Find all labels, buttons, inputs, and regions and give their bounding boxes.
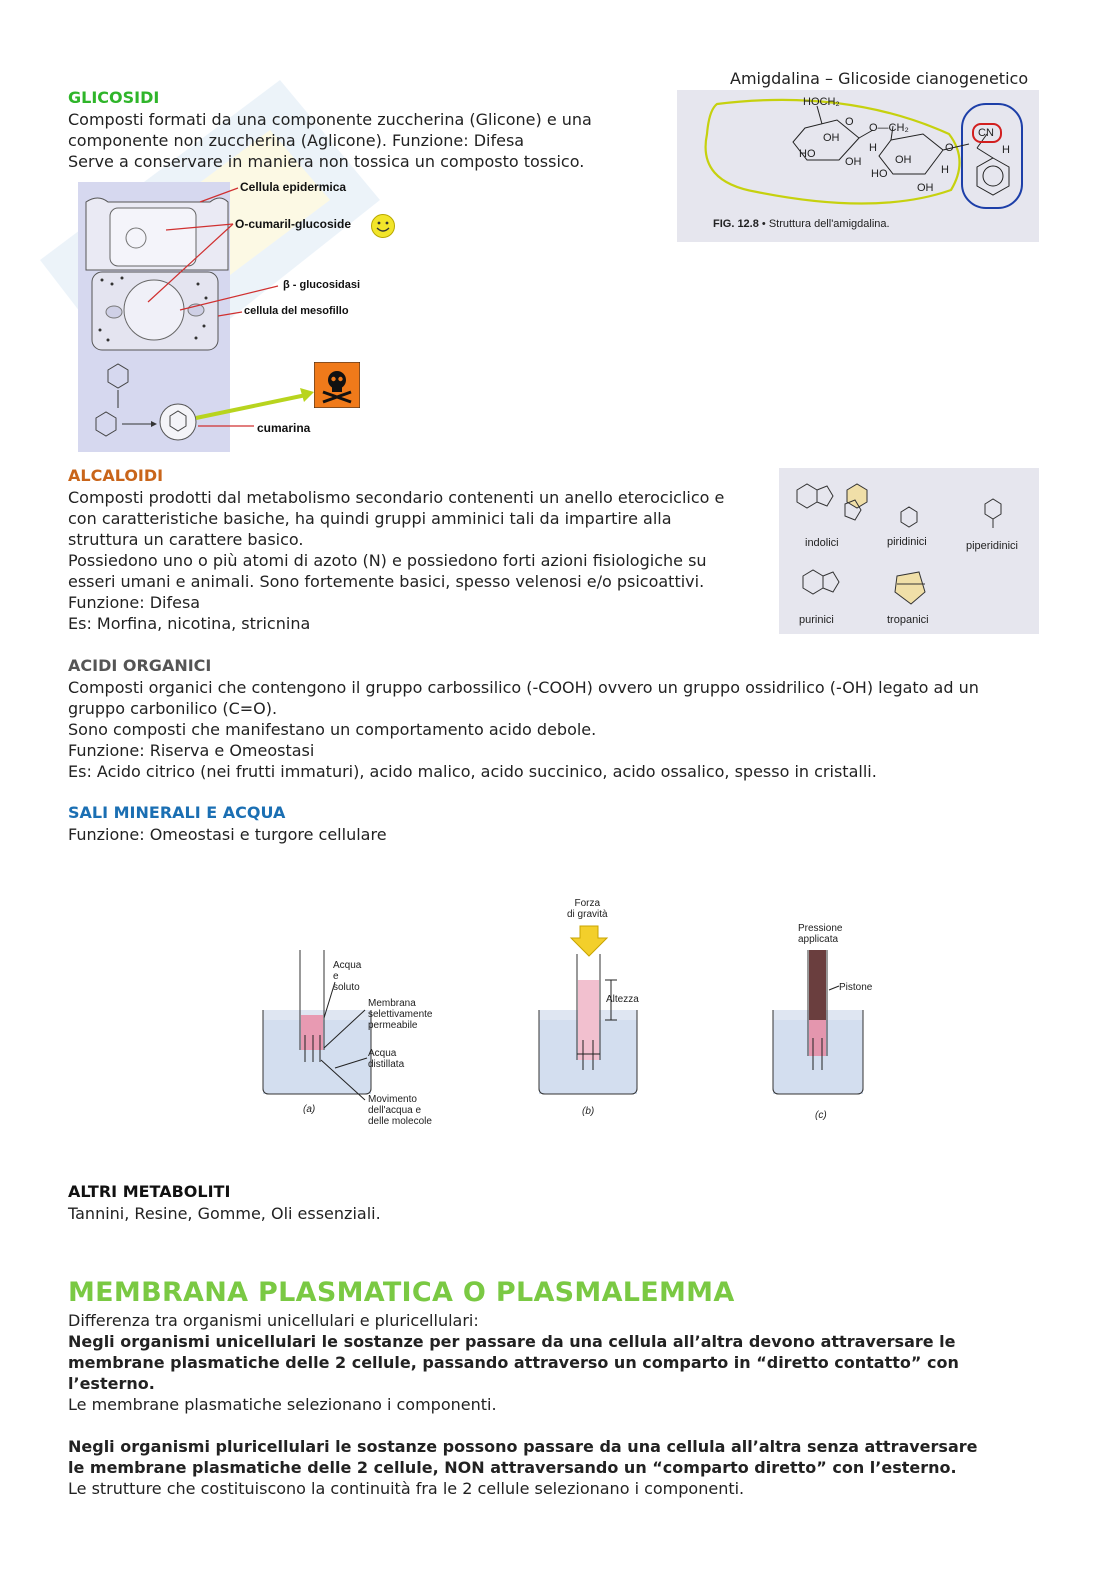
acidi-line: Sono composti che manifestano un comportamento acido debole.	[68, 720, 597, 739]
label-forza-gravita	[567, 898, 608, 920]
atom-oh: OH	[845, 156, 862, 168]
osmosis-diagram	[225, 890, 895, 1140]
label-movimento	[368, 1094, 432, 1127]
glicosidi-line: Composti formati da una componente zuccherina (Glicone) e una	[68, 110, 592, 129]
acidi-line: Es: Acido citrico (nei frutti immaturi), acido malico, acido succinico, acido ossalico, spesso in cristalli.	[68, 762, 877, 781]
glicosidi-line: componente non zuccherina (Aglicone). Funzione: Difesa	[68, 131, 525, 150]
alcaloidi-line: esseri umani e animali. Sono fortemente basici, spesso velenosi e/o psicoattivi.	[68, 572, 705, 591]
label-line: e	[333, 971, 339, 982]
label-membrana	[368, 998, 432, 1031]
alcaloidi-line: Composti prodotti dal metabolismo secondario contenenti un anello eterociclico e	[68, 488, 725, 507]
label-acqua-soluto	[333, 960, 361, 993]
atom-h: H	[941, 164, 949, 176]
spacer	[68, 1415, 1048, 1436]
label-line: Pressione	[798, 923, 843, 934]
amigdalina-figure	[677, 90, 1039, 242]
acidi-line: Funzione: Riserva e Omeostasi	[68, 741, 315, 760]
label-line: Membrana	[368, 998, 416, 1009]
pluri-bold-line: le membrane plasmatiche delle 2 cellule, NON attraversando un “comparto diretto” con l’esterno.	[68, 1458, 957, 1477]
label-a: (a)	[303, 1104, 316, 1115]
label-line: delle molecole	[368, 1116, 432, 1127]
atom-hoch2: HOCH₂	[803, 96, 840, 108]
atom-ho: HO	[799, 148, 816, 160]
label-acqua-distillata	[368, 1048, 404, 1070]
sali-title: SALI MINERALI E ACQUA	[68, 803, 286, 822]
label-cellula-mesofillo: cellula del mesofillo	[244, 305, 349, 317]
acidi-line: Composti organici che contengono il gruppo carbossilico (-COOH) ovvero un gruppo ossidrilico (-OH) legato ad un	[68, 678, 979, 697]
alcaloidi-figure	[779, 468, 1039, 634]
atom-ho: HO	[871, 168, 888, 180]
altri-title: ALTRI METABOLITI	[68, 1182, 231, 1201]
label-line: Acqua	[368, 1048, 397, 1059]
label-line: applicata	[798, 934, 839, 945]
fig-caption: • Struttura dell'amigdalina.	[761, 218, 890, 230]
sali-line: Funzione: Omeostasi e turgore cellulare	[68, 825, 387, 844]
atom-cn: CN	[978, 127, 994, 139]
label-line: Movimento	[368, 1094, 417, 1105]
atom-h: H	[869, 142, 877, 154]
alcaloidi-line: Funzione: Difesa	[68, 593, 201, 612]
fig-label: FIG. 12.8	[713, 218, 759, 230]
pluri-text: Le strutture che costituiscono la continuità fra le 2 cellule selezionano i componenti.	[68, 1479, 745, 1498]
acidi-line: gruppo carbonilico (C=O).	[68, 699, 278, 718]
label-indolici: indolici	[805, 537, 839, 549]
alcaloidi-line: Es: Morfina, nicotina, stricnina	[68, 614, 311, 633]
atom-o-ch2: O—CH₂	[869, 122, 909, 134]
label-piperidinici: piperidinici	[966, 540, 1018, 552]
acidi-text	[68, 677, 979, 782]
alcaloidi-text	[68, 487, 724, 634]
label-purinici: purinici	[799, 614, 834, 626]
label-line: distillata	[368, 1059, 405, 1070]
glicosidi-figure	[78, 180, 368, 452]
fig-caption-row	[713, 218, 890, 230]
uni-bold-line: l’esterno.	[68, 1374, 155, 1393]
smiley-icon	[370, 213, 396, 239]
label-piridinici: piridinici	[887, 536, 927, 548]
atom-h: H	[1002, 144, 1010, 156]
glicosidi-line: Serve a conservare in maniera non tossica un composto tossico.	[68, 152, 585, 171]
label-line: selettivamente	[368, 1009, 433, 1020]
label-pressione	[798, 923, 842, 945]
label-b: (b)	[582, 1106, 595, 1117]
uni-bold-line: Negli organismi unicellulari le sostanze per passare da una cellula all’altra devono attraversare le	[68, 1332, 956, 1351]
pluri-bold-line: Negli organismi pluricellulari le sostanze possono passare da una cellula all’altra senza attraversare	[68, 1437, 978, 1456]
acidi-title: ACIDI ORGANICI	[68, 656, 212, 675]
label-tropanici: tropanici	[887, 614, 929, 626]
label-line: dell'acqua e	[368, 1105, 422, 1116]
glicosidi-text	[68, 109, 592, 172]
toxic-skull-icon	[314, 362, 360, 408]
label-line: di gravità	[567, 909, 608, 920]
uni-bold-line: membrane plasmatiche delle 2 cellule, passando attraverso un comparto in “diretto contatto” con	[68, 1353, 959, 1372]
label-cellula-epidermica: Cellula epidermica	[240, 180, 347, 194]
label-line: Forza	[574, 898, 601, 909]
label-line: Acqua	[333, 960, 362, 971]
atom-oh: OH	[895, 154, 912, 166]
uni-text: Le membrane plasmatiche selezionano i componenti.	[68, 1395, 497, 1414]
atom-oh: OH	[917, 182, 934, 194]
alcaloidi-line: con caratteristiche basiche, ha quindi gruppi amminici tali da impartire alla	[68, 509, 672, 528]
label-o-cumaril-glucoside: O-cumaril-glucoside	[235, 217, 352, 231]
label-altezza: Altezza	[606, 994, 639, 1005]
alcaloidi-title: ALCALOIDI	[68, 466, 164, 485]
atom-o: O	[945, 142, 954, 154]
osmosis-figure	[225, 890, 895, 1140]
membrana-title: MEMBRANA PLASMATICA O PLASMALEMMA	[68, 1277, 735, 1308]
alcaloidi-line: struttura un carattere basico.	[68, 530, 304, 549]
alcaloidi-line: Possiedono uno o più atomi di azoto (N) e possiedono forti azioni fisiologiche su	[68, 551, 707, 570]
atom-o: O	[845, 116, 854, 128]
label-cumarina: cumarina	[257, 421, 311, 435]
amigdalina-caption: Amigdalina – Glicoside cianogenetico	[730, 69, 1029, 88]
membrana-intro: Differenza tra organismi unicellulari e pluricellulari:	[68, 1311, 479, 1330]
atom-oh: OH	[823, 132, 840, 144]
altri-line: Tannini, Resine, Gomme, Oli essenziali.	[68, 1204, 381, 1223]
glicosidi-title: GLICOSIDI	[68, 88, 160, 107]
label-beta-glucosidasi: β - glucosidasi	[283, 279, 361, 291]
label-line: permeabile	[368, 1020, 418, 1031]
label-line: soluto	[333, 982, 360, 993]
label-pistone: Pistone	[839, 982, 873, 993]
membrana-body	[68, 1310, 1048, 1499]
label-c: (c)	[815, 1110, 827, 1121]
